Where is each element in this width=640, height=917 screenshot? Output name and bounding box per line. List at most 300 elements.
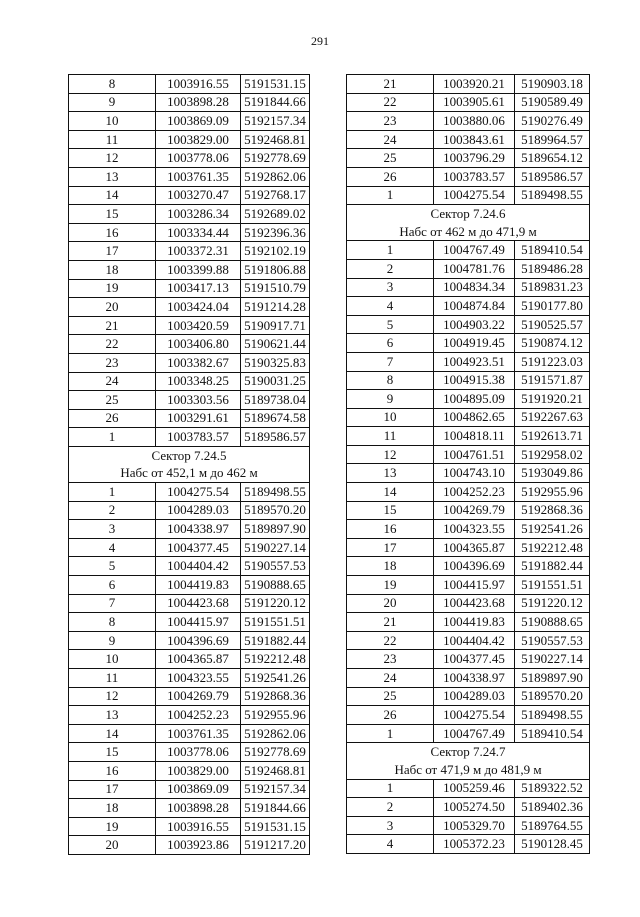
table-row xyxy=(69,223,310,242)
table-row xyxy=(69,780,310,799)
table-row xyxy=(347,167,590,186)
table-row xyxy=(347,149,590,168)
point-number-cell: 7 xyxy=(69,594,156,613)
x-coordinate-cell: 1004895.09 xyxy=(434,390,515,409)
y-coordinate-cell: 5192958.02 xyxy=(515,445,590,464)
coordinates-table-right xyxy=(346,74,590,854)
point-number-cell: 11 xyxy=(69,669,156,688)
x-coordinate-cell: 1004289.03 xyxy=(156,501,241,520)
table-row xyxy=(69,75,310,94)
point-number-cell: 14 xyxy=(69,724,156,743)
table-row xyxy=(347,315,590,334)
y-coordinate-cell: 5190557.53 xyxy=(515,631,590,650)
table-row xyxy=(69,93,310,112)
y-coordinate-cell: 5190589.49 xyxy=(515,93,590,112)
x-coordinate-cell: 1003905.61 xyxy=(434,93,515,112)
point-number-cell: 15 xyxy=(69,743,156,762)
y-coordinate-cell: 5190177.80 xyxy=(515,297,590,316)
point-number-cell: 9 xyxy=(347,390,434,409)
x-coordinate-cell: 1004252.23 xyxy=(434,483,515,502)
sector-header: Набс от 471,9 м до 481,9 м xyxy=(394,761,542,777)
y-coordinate-cell: 5189897.90 xyxy=(241,520,310,539)
x-coordinate-cell: 1004423.68 xyxy=(156,594,241,613)
x-coordinate-cell: 1004415.97 xyxy=(434,576,515,595)
table-row xyxy=(347,835,590,854)
y-coordinate-cell: 5192468.81 xyxy=(241,761,310,780)
y-coordinate-cell: 5192862.06 xyxy=(241,167,310,186)
x-coordinate-cell: 1004415.97 xyxy=(156,613,241,632)
y-coordinate-cell: 5191223.03 xyxy=(515,352,590,371)
y-coordinate-cell: 5189486.28 xyxy=(515,259,590,278)
point-number-cell: 14 xyxy=(69,186,156,205)
table-row xyxy=(347,687,590,706)
y-coordinate-cell: 5191531.15 xyxy=(241,817,310,836)
x-coordinate-cell: 1004275.54 xyxy=(156,483,241,502)
table-row xyxy=(347,557,590,576)
point-number-cell: 11 xyxy=(347,427,434,446)
y-coordinate-cell: 5189402.36 xyxy=(515,798,590,817)
table-row xyxy=(347,278,590,297)
point-number-cell: 1 xyxy=(347,724,434,743)
point-number-cell: 4 xyxy=(347,297,434,316)
table-row xyxy=(347,501,590,520)
x-coordinate-cell: 1003920.21 xyxy=(434,75,515,94)
table-row xyxy=(347,538,590,557)
table-row xyxy=(347,75,590,94)
x-coordinate-cell: 1004767.49 xyxy=(434,241,515,260)
point-number-cell: 18 xyxy=(69,799,156,818)
x-coordinate-cell: 1004419.83 xyxy=(156,576,241,595)
y-coordinate-cell: 5189586.57 xyxy=(515,167,590,186)
table-row xyxy=(347,594,590,613)
sector-header: Сектор 7.24.7 xyxy=(347,743,590,761)
table-row xyxy=(69,724,310,743)
table-row xyxy=(69,538,310,557)
table-row xyxy=(347,352,590,371)
table-row xyxy=(347,631,590,650)
table-row xyxy=(347,408,590,427)
y-coordinate-cell: 5189738.04 xyxy=(241,391,310,410)
y-coordinate-cell: 5189498.55 xyxy=(241,483,310,502)
point-number-cell: 22 xyxy=(347,631,434,650)
point-number-cell: 18 xyxy=(69,260,156,279)
point-number-cell: 19 xyxy=(69,279,156,298)
table-row xyxy=(69,817,310,836)
sector-header: Набс от 452,1 м до 462 м xyxy=(120,465,258,481)
table-row xyxy=(69,130,310,149)
x-coordinate-cell: 1004818.11 xyxy=(434,427,515,446)
point-number-cell: 1 xyxy=(347,779,434,798)
x-coordinate-cell: 1004323.55 xyxy=(156,669,241,688)
table-row xyxy=(69,799,310,818)
y-coordinate-cell: 5189831.23 xyxy=(515,278,590,297)
point-number-cell: 17 xyxy=(69,780,156,799)
table-row xyxy=(69,149,310,168)
table-row xyxy=(69,112,310,131)
y-coordinate-cell: 5191220.12 xyxy=(241,594,310,613)
table-row xyxy=(347,520,590,539)
y-coordinate-cell: 5191920.21 xyxy=(515,390,590,409)
y-coordinate-cell: 5192955.96 xyxy=(515,483,590,502)
y-coordinate-cell: 5191844.66 xyxy=(241,93,310,112)
point-number-cell: 8 xyxy=(69,75,156,94)
table-row xyxy=(347,334,590,353)
table-row xyxy=(69,520,310,539)
point-number-cell: 13 xyxy=(347,464,434,483)
point-number-cell: 1 xyxy=(69,428,156,447)
table-row xyxy=(347,669,590,688)
x-coordinate-cell: 1003778.06 xyxy=(156,743,241,762)
table-row xyxy=(69,761,310,780)
table-row xyxy=(69,186,310,205)
point-number-cell: 26 xyxy=(347,167,434,186)
table-row xyxy=(347,816,590,835)
point-number-cell: 10 xyxy=(69,650,156,669)
point-number-cell: 20 xyxy=(69,298,156,317)
point-number-cell: 11 xyxy=(69,130,156,149)
y-coordinate-cell: 5190874.12 xyxy=(515,334,590,353)
x-coordinate-cell: 1003783.57 xyxy=(434,167,515,186)
table-row xyxy=(69,372,310,391)
point-number-cell: 19 xyxy=(347,576,434,595)
table-row xyxy=(69,687,310,706)
point-number-cell: 12 xyxy=(69,687,156,706)
point-number-cell: 6 xyxy=(69,576,156,595)
x-coordinate-cell: 1003372.31 xyxy=(156,242,241,261)
point-number-cell: 8 xyxy=(347,371,434,390)
x-coordinate-cell: 1004396.69 xyxy=(434,557,515,576)
x-coordinate-cell: 1004419.83 xyxy=(434,613,515,632)
y-coordinate-cell: 5189498.55 xyxy=(515,706,590,725)
x-coordinate-cell: 1003898.28 xyxy=(156,799,241,818)
y-coordinate-cell: 5191214.28 xyxy=(241,298,310,317)
point-number-cell: 9 xyxy=(69,631,156,650)
x-coordinate-cell: 1004252.23 xyxy=(156,706,241,725)
point-number-cell: 17 xyxy=(347,538,434,557)
y-coordinate-cell: 5192868.36 xyxy=(515,501,590,520)
y-coordinate-cell: 5191551.51 xyxy=(241,613,310,632)
point-number-cell: 25 xyxy=(347,149,434,168)
x-coordinate-cell: 1004761.51 xyxy=(434,445,515,464)
point-number-cell: 23 xyxy=(69,353,156,372)
point-number-cell: 10 xyxy=(347,408,434,427)
coordinates-table-left xyxy=(68,74,310,855)
point-number-cell: 2 xyxy=(347,259,434,278)
sector-header-row xyxy=(69,446,310,464)
table-row xyxy=(69,576,310,595)
sector-header-row xyxy=(347,205,590,223)
y-coordinate-cell: 5191217.20 xyxy=(241,836,310,855)
x-coordinate-cell: 1003923.86 xyxy=(156,836,241,855)
y-coordinate-cell: 5192955.96 xyxy=(241,706,310,725)
x-coordinate-cell: 1004365.87 xyxy=(156,650,241,669)
table-row xyxy=(347,576,590,595)
y-coordinate-cell: 5189410.54 xyxy=(515,241,590,260)
point-number-cell: 16 xyxy=(69,761,156,780)
table-row xyxy=(347,706,590,725)
point-number-cell: 21 xyxy=(347,75,434,94)
table-row xyxy=(69,242,310,261)
point-number-cell: 20 xyxy=(347,594,434,613)
x-coordinate-cell: 1003783.57 xyxy=(156,428,241,447)
y-coordinate-cell: 5190128.45 xyxy=(515,835,590,854)
x-coordinate-cell: 1003869.09 xyxy=(156,112,241,131)
x-coordinate-cell: 1004338.97 xyxy=(156,520,241,539)
y-coordinate-cell: 5191510.79 xyxy=(241,279,310,298)
x-coordinate-cell: 1004915.38 xyxy=(434,371,515,390)
table-row xyxy=(347,779,590,798)
point-number-cell: 24 xyxy=(347,130,434,149)
y-coordinate-cell: 5193049.86 xyxy=(515,464,590,483)
y-coordinate-cell: 5192778.69 xyxy=(241,149,310,168)
sector-header-row xyxy=(347,223,590,241)
y-coordinate-cell: 5190621.44 xyxy=(241,335,310,354)
point-number-cell: 13 xyxy=(69,167,156,186)
point-number-cell: 1 xyxy=(347,241,434,260)
x-coordinate-cell: 1003916.55 xyxy=(156,75,241,94)
x-coordinate-cell: 1003761.35 xyxy=(156,724,241,743)
sector-header: Сектор 7.24.5 xyxy=(69,446,310,464)
y-coordinate-cell: 5191882.44 xyxy=(515,557,590,576)
table-row xyxy=(347,93,590,112)
y-coordinate-cell: 5191844.66 xyxy=(241,799,310,818)
table-row xyxy=(69,483,310,502)
table-row xyxy=(69,391,310,410)
x-coordinate-cell: 1004365.87 xyxy=(434,538,515,557)
y-coordinate-cell: 5191220.12 xyxy=(515,594,590,613)
point-number-cell: 12 xyxy=(69,149,156,168)
x-coordinate-cell: 1005259.46 xyxy=(434,779,515,798)
point-number-cell: 5 xyxy=(69,557,156,576)
table-row xyxy=(69,706,310,725)
table-row xyxy=(347,650,590,669)
y-coordinate-cell: 5189498.55 xyxy=(515,186,590,205)
x-coordinate-cell: 1004377.45 xyxy=(156,538,241,557)
y-coordinate-cell: 5189410.54 xyxy=(515,724,590,743)
x-coordinate-cell: 1004874.84 xyxy=(434,297,515,316)
x-coordinate-cell: 1003869.09 xyxy=(156,780,241,799)
point-number-cell: 7 xyxy=(347,352,434,371)
table-row xyxy=(347,130,590,149)
table-row xyxy=(69,557,310,576)
table-row xyxy=(69,613,310,632)
table-row xyxy=(347,390,590,409)
x-coordinate-cell: 1003424.04 xyxy=(156,298,241,317)
x-coordinate-cell: 1003406.80 xyxy=(156,335,241,354)
y-coordinate-cell: 5189570.20 xyxy=(241,501,310,520)
table-row xyxy=(347,483,590,502)
point-number-cell: 26 xyxy=(69,409,156,428)
point-number-cell: 17 xyxy=(69,242,156,261)
y-coordinate-cell: 5192868.36 xyxy=(241,687,310,706)
point-number-cell: 1 xyxy=(347,186,434,205)
x-coordinate-cell: 1003417.13 xyxy=(156,279,241,298)
point-number-cell: 20 xyxy=(69,836,156,855)
point-number-cell: 21 xyxy=(347,613,434,632)
y-coordinate-cell: 5191531.15 xyxy=(241,75,310,94)
x-coordinate-cell: 1005372.23 xyxy=(434,835,515,854)
x-coordinate-cell: 1004923.51 xyxy=(434,352,515,371)
x-coordinate-cell: 1004269.79 xyxy=(434,501,515,520)
sector-header: Набс от 462 м до 471,9 м xyxy=(399,223,537,239)
y-coordinate-cell: 5190227.14 xyxy=(241,538,310,557)
table-row xyxy=(69,501,310,520)
point-number-cell: 3 xyxy=(347,816,434,835)
table-row xyxy=(69,836,310,855)
x-coordinate-cell: 1003270.47 xyxy=(156,186,241,205)
point-number-cell: 16 xyxy=(69,223,156,242)
point-number-cell: 3 xyxy=(69,520,156,539)
y-coordinate-cell: 5192212.48 xyxy=(515,538,590,557)
x-coordinate-cell: 1003898.28 xyxy=(156,93,241,112)
table-row xyxy=(69,743,310,762)
point-number-cell: 24 xyxy=(69,372,156,391)
point-number-cell: 12 xyxy=(347,445,434,464)
table-row xyxy=(347,464,590,483)
y-coordinate-cell: 5191806.88 xyxy=(241,260,310,279)
sector-header: Сектор 7.24.6 xyxy=(347,205,590,223)
table-row xyxy=(69,205,310,224)
x-coordinate-cell: 1003880.06 xyxy=(434,112,515,131)
point-number-cell: 19 xyxy=(69,817,156,836)
table-row xyxy=(347,798,590,817)
y-coordinate-cell: 5189654.12 xyxy=(515,149,590,168)
y-coordinate-cell: 5191882.44 xyxy=(241,631,310,650)
x-coordinate-cell: 1003334.44 xyxy=(156,223,241,242)
point-number-cell: 4 xyxy=(347,835,434,854)
table-row xyxy=(347,427,590,446)
table-row xyxy=(69,353,310,372)
sector-header-row xyxy=(347,761,590,779)
table-row xyxy=(69,260,310,279)
point-number-cell: 15 xyxy=(347,501,434,520)
y-coordinate-cell: 5189322.52 xyxy=(515,779,590,798)
table-row xyxy=(347,186,590,205)
table-row xyxy=(347,445,590,464)
y-coordinate-cell: 5192212.48 xyxy=(241,650,310,669)
x-coordinate-cell: 1004269.79 xyxy=(156,687,241,706)
y-coordinate-cell: 5192541.26 xyxy=(241,669,310,688)
x-coordinate-cell: 1003286.34 xyxy=(156,205,241,224)
x-coordinate-cell: 1003778.06 xyxy=(156,149,241,168)
x-coordinate-cell: 1003843.61 xyxy=(434,130,515,149)
point-number-cell: 15 xyxy=(69,205,156,224)
y-coordinate-cell: 5192157.34 xyxy=(241,112,310,131)
table-row xyxy=(69,298,310,317)
x-coordinate-cell: 1003829.00 xyxy=(156,130,241,149)
x-coordinate-cell: 1004323.55 xyxy=(434,520,515,539)
x-coordinate-cell: 1003761.35 xyxy=(156,167,241,186)
y-coordinate-cell: 5192778.69 xyxy=(241,743,310,762)
table-row xyxy=(347,241,590,260)
x-coordinate-cell: 1003829.00 xyxy=(156,761,241,780)
point-number-cell: 14 xyxy=(347,483,434,502)
table-row xyxy=(69,409,310,428)
point-number-cell: 13 xyxy=(69,706,156,725)
y-coordinate-cell: 5190903.18 xyxy=(515,75,590,94)
x-coordinate-cell: 1004903.22 xyxy=(434,315,515,334)
x-coordinate-cell: 1004275.54 xyxy=(434,186,515,205)
y-coordinate-cell: 5190888.65 xyxy=(515,613,590,632)
table-row xyxy=(69,631,310,650)
sector-header-row xyxy=(69,464,310,482)
table-row xyxy=(347,371,590,390)
y-coordinate-cell: 5192862.06 xyxy=(241,724,310,743)
y-coordinate-cell: 5190525.57 xyxy=(515,315,590,334)
table-row xyxy=(69,335,310,354)
point-number-cell: 10 xyxy=(69,112,156,131)
y-coordinate-cell: 5192396.36 xyxy=(241,223,310,242)
y-coordinate-cell: 5192267.63 xyxy=(515,408,590,427)
x-coordinate-cell: 1005274.50 xyxy=(434,798,515,817)
x-coordinate-cell: 1003399.88 xyxy=(156,260,241,279)
x-coordinate-cell: 1004338.97 xyxy=(434,669,515,688)
point-number-cell: 4 xyxy=(69,538,156,557)
x-coordinate-cell: 1003420.59 xyxy=(156,316,241,335)
table-row xyxy=(347,259,590,278)
y-coordinate-cell: 5192102.19 xyxy=(241,242,310,261)
x-coordinate-cell: 1003348.25 xyxy=(156,372,241,391)
y-coordinate-cell: 5189674.58 xyxy=(241,409,310,428)
point-number-cell: 1 xyxy=(69,483,156,502)
table-row xyxy=(69,279,310,298)
y-coordinate-cell: 5190276.49 xyxy=(515,112,590,131)
point-number-cell: 22 xyxy=(347,93,434,112)
x-coordinate-cell: 1004781.76 xyxy=(434,259,515,278)
x-coordinate-cell: 1004767.49 xyxy=(434,724,515,743)
sector-header-row xyxy=(347,743,590,761)
x-coordinate-cell: 1003796.29 xyxy=(434,149,515,168)
y-coordinate-cell: 5189897.90 xyxy=(515,669,590,688)
x-coordinate-cell: 1004862.65 xyxy=(434,408,515,427)
point-number-cell: 23 xyxy=(347,650,434,669)
x-coordinate-cell: 1003303.56 xyxy=(156,391,241,410)
y-coordinate-cell: 5190888.65 xyxy=(241,576,310,595)
y-coordinate-cell: 5192689.02 xyxy=(241,205,310,224)
table-row xyxy=(69,594,310,613)
y-coordinate-cell: 5189586.57 xyxy=(241,428,310,447)
point-number-cell: 5 xyxy=(347,315,434,334)
y-coordinate-cell: 5192468.81 xyxy=(241,130,310,149)
y-coordinate-cell: 5192613.71 xyxy=(515,427,590,446)
table-row xyxy=(347,112,590,131)
x-coordinate-cell: 1004289.03 xyxy=(434,687,515,706)
point-number-cell: 23 xyxy=(347,112,434,131)
x-coordinate-cell: 1004404.42 xyxy=(156,557,241,576)
y-coordinate-cell: 5190557.53 xyxy=(241,557,310,576)
point-number-cell: 9 xyxy=(69,93,156,112)
x-coordinate-cell: 1004834.34 xyxy=(434,278,515,297)
x-coordinate-cell: 1004275.54 xyxy=(434,706,515,725)
y-coordinate-cell: 5189764.55 xyxy=(515,816,590,835)
point-number-cell: 22 xyxy=(69,335,156,354)
x-coordinate-cell: 1005329.70 xyxy=(434,816,515,835)
table-row xyxy=(69,650,310,669)
x-coordinate-cell: 1004396.69 xyxy=(156,631,241,650)
table-row xyxy=(69,167,310,186)
table-row xyxy=(347,724,590,743)
x-coordinate-cell: 1003382.67 xyxy=(156,353,241,372)
point-number-cell: 18 xyxy=(347,557,434,576)
y-coordinate-cell: 5192768.17 xyxy=(241,186,310,205)
table-row xyxy=(347,297,590,316)
x-coordinate-cell: 1004423.68 xyxy=(434,594,515,613)
point-number-cell: 8 xyxy=(69,613,156,632)
y-coordinate-cell: 5190917.71 xyxy=(241,316,310,335)
point-number-cell: 2 xyxy=(69,501,156,520)
table-row xyxy=(69,316,310,335)
x-coordinate-cell: 1004919.45 xyxy=(434,334,515,353)
